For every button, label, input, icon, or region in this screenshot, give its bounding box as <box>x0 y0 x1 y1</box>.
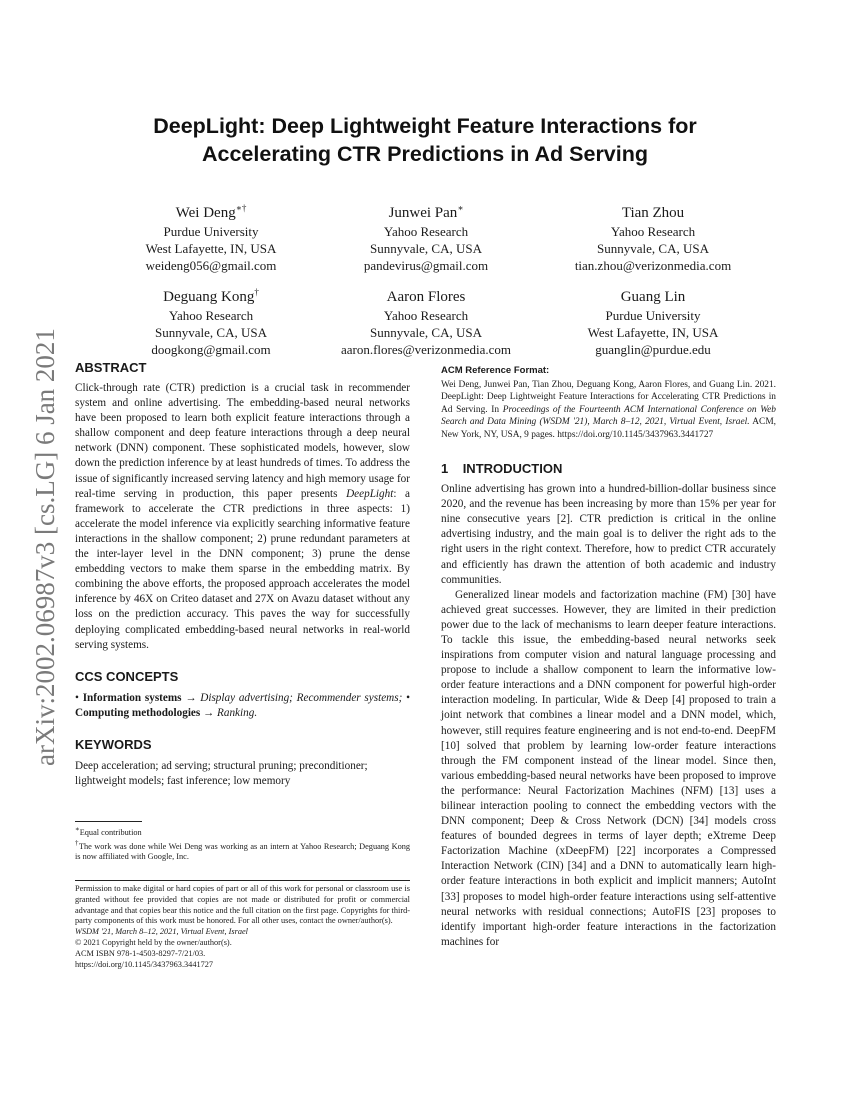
author-affiliation: Yahoo Research <box>610 224 696 239</box>
keywords-text: Deep acceleration; ad serving; structural pruning; preconditioner; lightweight models; fast inference; low memory <box>75 759 368 787</box>
footnote-text: Equal contribution <box>79 827 142 837</box>
section-number: 1 <box>441 461 449 477</box>
author-block <box>523 199 783 274</box>
keywords-heading: KEYWORDS <box>75 736 152 752</box>
author-name: Guang Lin <box>620 289 686 305</box>
introduction-heading <box>441 461 776 477</box>
author-marks: ∗ <box>457 203 464 213</box>
footnote-rule <box>75 821 142 822</box>
author-email: weideng056@gmail.com <box>145 258 277 273</box>
author-affiliation: Purdue University <box>605 308 701 323</box>
author-email: tian.zhou@verizonmedia.com <box>574 258 732 273</box>
author-name-line <box>296 283 556 307</box>
author-location: Sunnyvale, CA, USA <box>370 325 482 340</box>
author-affiliation: Yahoo Research <box>383 224 469 239</box>
right-column <box>441 360 776 950</box>
author-location: Sunnyvale, CA, USA <box>370 241 482 256</box>
author-block <box>296 283 556 358</box>
permission-rule <box>75 880 410 881</box>
ccs-bullet: • <box>406 691 411 704</box>
ccs-item1-italic: Display advertising; Recommender systems; <box>200 691 403 704</box>
ccs-item2-bold: Computing methodologies <box>75 706 201 719</box>
acm-reference-heading: ACM Reference Format: <box>441 365 550 376</box>
author-affiliation: Purdue University <box>163 224 259 239</box>
permission-block <box>75 884 410 970</box>
author-name: Aaron Flores <box>386 289 466 305</box>
author-location: Sunnyvale, CA, USA <box>155 325 267 340</box>
footnote-text: The work was done while Wei Deng was working as an intern at Yahoo Research; Deguang Kong is now affiliated with Google, Inc. <box>75 841 411 862</box>
permission-copyright: © 2021 Copyright held by the owner/author(s). <box>75 937 232 947</box>
acm-reference-proceedings: Proceedings of the Fourteenth ACM International Conference on Web Search and Data Mining (WSDM '21), March 8–12, 2021, Virtual Event, Israel. <box>441 404 776 428</box>
section-title: INTRODUCTION <box>462 461 563 477</box>
author-name: Wei Deng <box>175 205 236 221</box>
acm-reference-part: Wei Deng, Junwei Pan, Tian Zhou, Deguang Kong, Aaron Flores, and Guang Lin. 2021. DeepLight: Deep Lightweight Feature Interactions for Accelerating CTR Predictions in Ad Serving. In <box>441 380 776 415</box>
permission-text: Permission to make digital or hard copies of part or all of this work for personal or classroom use is granted without fee provided that copies are not made or distributed for profit or commercial advantage and that copies bear this notice and the full citation on the first page. Copyrights for third-party components of this work must be honored. For all other uses, contact the owner/author(s). <box>75 884 410 926</box>
ccs-arrow: → <box>185 691 197 704</box>
author-name: Junwei Pan <box>388 205 458 221</box>
title-line-2: Accelerating CTR Predictions in Ad Serving <box>201 142 649 166</box>
ccs-item1-bold: Information systems <box>82 691 182 704</box>
author-email: pandevirus@gmail.com <box>363 258 489 273</box>
footnote-2 <box>75 839 410 863</box>
ccs-item2-italic: Ranking. <box>217 706 258 719</box>
ccs-arrow: → <box>203 706 215 719</box>
footnote-1 <box>75 825 410 839</box>
author-affiliation: Yahoo Research <box>168 308 254 323</box>
author-name: Tian Zhou <box>621 205 685 221</box>
arxiv-stamp-svg <box>10 300 60 780</box>
author-marks: ∗† <box>235 203 247 213</box>
author-name-line <box>296 199 556 223</box>
paper-title <box>110 112 740 168</box>
author-email: guanglin@purdue.edu <box>595 342 711 357</box>
permission-venue: WSDM '21, March 8–12, 2021, Virtual Event, Israel <box>75 927 248 937</box>
author-name: Deguang Kong <box>163 289 255 305</box>
footnote-mark: ∗ <box>75 826 80 833</box>
author-affiliation: Yahoo Research <box>383 308 469 323</box>
author-marks: † <box>254 287 259 297</box>
permission-isbn: ACM ISBN 978-1-4503-8297-7/21/03. <box>75 948 206 958</box>
intro-paragraph-2: Generalized linear models and factorization machine (FM) [30] have achieved great successes. However, they are limited in their prediction power due to the lack of mechanisms to learn deeper feature interactions. To tackle this issue, the embedding-based neural networks seek inspirations from computer vision and natural language processing and propose to include a shallow component to learn the informative low-order feature interactions and a DNN component for powerful high-order interaction modeling. In particular, Wide & Deep [4] proposed to train a joint network that combines a linear model and a DNN model, which, however, still requires feature engineering and is not end-to-end. DeepFM [10] solved that problem by learning low-order feature interactions through the FM component instead of the linear model. Since then, various embedding-based neural networks have been proposed to improve the performance: Neural Factorization Machines (NFM) [13] uses a bilinear interaction pooling to connect the embedding vectors with the DNN component; Deep & Cross Network (DCN) [34] models cross features of bounded degrees in terms of layer depth; eXtreme Deep Factorization Machine (xDeepFM) [22] incorporates a Compressed Interaction Network (CIN) [34] and a DNN to automatically learn high-order feature interactions in both explicit and implicit manners; AutoInt [33] proposes to model high-order feature interactions using self-attentive neural networks with residual connections; AutoFIS [23] proposes to identify important high-order feature interactions in the factorization machines for <box>441 588 776 948</box>
intro-paragraph-1: Online advertising has grown into a hundred-billion-dollar business since 2020, and the revenue has been increasing by more than 15% per year for nine consecutive years [2]. CTR prediction is critical in the online advertising industry, and the main goal is to deliver the right ads to the right users in the right context. Therefore, how to predict CTR accurately and efficiently has drawn the attention of both academic and industry communities. <box>441 483 776 586</box>
title-line-1: DeepLight: Deep Lightweight Feature Interactions for <box>153 114 697 138</box>
ccs-bullet: • <box>75 691 79 704</box>
author-block <box>296 199 556 274</box>
author-email: aaron.flores@verizonmedia.com <box>340 342 512 357</box>
author-location: West Lafayette, IN, USA <box>145 241 277 256</box>
ccs-text <box>75 691 410 721</box>
author-name-line <box>523 283 783 307</box>
abstract-text-part: Click-through rate (CTR) prediction is a crucial task in recommender system and online advertising. The embedding-based neural networks have been proposed to learn both explicit feature interactions through a shallow component and deep feature interactions through a deep neural network (DNN) component. These sophisticated models, however, slow down the prediction inference by at least hundreds of times. To address the issue of significantly increased serving latency and high memory usage for real-time serving in production, this paper presents <box>75 382 410 500</box>
abstract-text <box>75 381 410 653</box>
abstract-heading: ABSTRACT <box>75 360 147 375</box>
footnotes <box>75 825 410 863</box>
author-block <box>523 283 783 358</box>
arxiv-side-stamp <box>10 300 60 780</box>
acm-reference-part: ACM, New York, NY, USA, 9 pages. https://doi.org/10.1145/3437963.3441727 <box>441 417 776 440</box>
author-email: doogkong@gmail.com <box>151 342 271 357</box>
ccs-heading: CCS CONCEPTS <box>75 668 179 684</box>
author-location: Sunnyvale, CA, USA <box>597 241 709 256</box>
permission-doi: https://doi.org/10.1145/3437963.3441727 <box>75 959 214 969</box>
abstract-text-part: : a framework to accelerate the CTR predictions in three aspects: 1) accelerate the model inference via explicitly searching informative feature interactions in the shallow component; 2) prune redundant parameters at the inter-layer level in the DNN component; 3) prune the dense embedding vectors to make them sparse in the embedding matrix. By combining the above efforts, the proposed approach accelerates the model inference by 46X on Criteo dataset and 27X on Avazu dataset without any loss on the prediction accuracy. This paves the way for successfully deploying complicated embedding-based neural networks in real-world serving systems. <box>75 487 410 651</box>
author-location: West Lafayette, IN, USA <box>587 325 719 340</box>
arxiv-stamp-text: arXiv:2002.06987v3 [cs.LG] 6 Jan 2021 <box>30 328 60 766</box>
left-column <box>75 360 410 789</box>
author-name-line <box>523 199 783 223</box>
abstract-deeplight-term: DeepLight <box>346 487 394 500</box>
acm-reference-text <box>441 379 776 441</box>
footnote-mark: † <box>75 839 79 847</box>
